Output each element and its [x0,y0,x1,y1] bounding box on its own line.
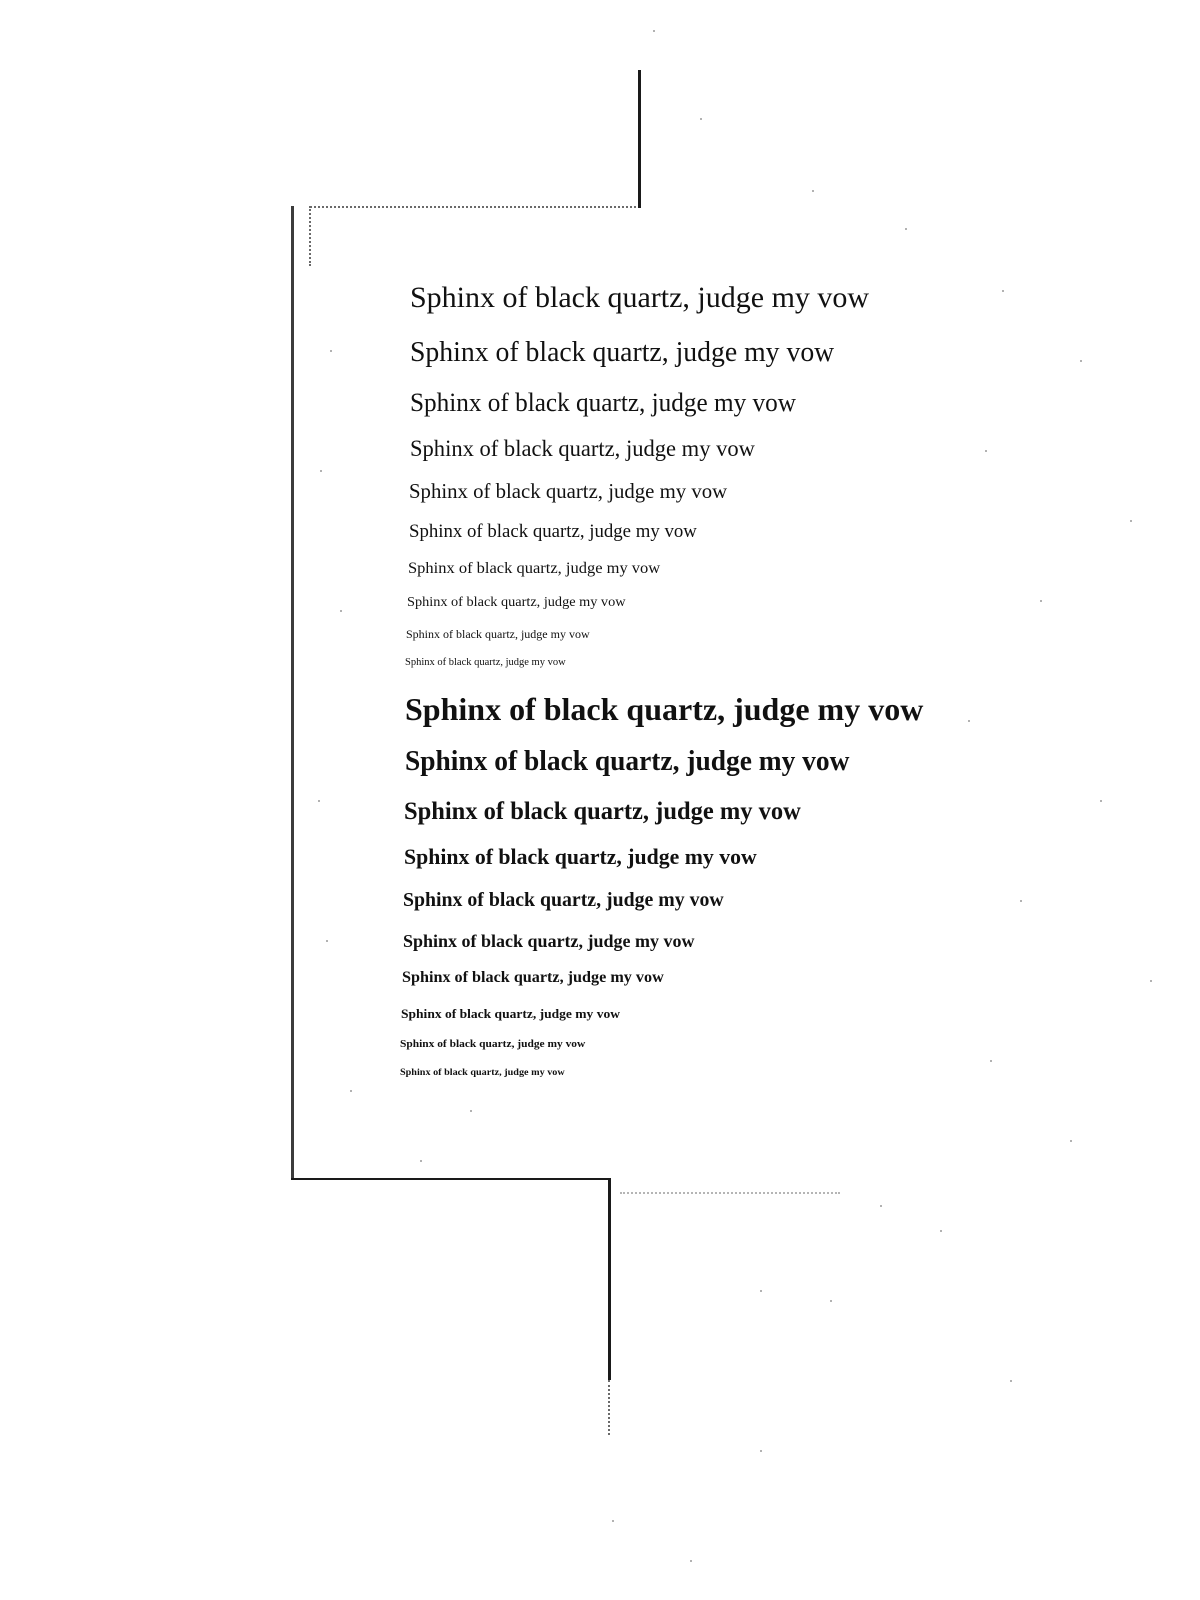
page-border-top-notch [638,70,641,208]
scan-speck [320,470,322,472]
scan-speck [760,1290,762,1292]
sample-line-bold: Sphinx of black quartz, judge my vow [403,931,695,951]
scan-speck [326,940,328,942]
scan-speck [690,1560,692,1562]
scan-speck [612,1520,614,1522]
sample-line-bold: Sphinx of black quartz, judge my vow [405,746,850,777]
scan-speck [1002,290,1004,292]
scan-speck [990,1060,992,1062]
scan-speck [1080,360,1082,362]
scan-speck [968,720,970,722]
page-border-bottom [291,1178,611,1180]
sample-line-regular: Sphinx of black quartz, judge my vow [405,657,566,668]
scan-speck [830,1300,832,1302]
scan-speck [1020,900,1022,902]
page-border-bottom-right [620,1192,840,1194]
scan-speck [905,228,907,230]
scan-speck [985,450,987,452]
sample-line-bold: Sphinx of black quartz, judge my vow [403,889,724,911]
scan-speck [1130,520,1132,522]
page-border-bottom-notch-tail [608,1380,610,1435]
sample-line-regular: Sphinx of black quartz, judge my vow [410,337,835,368]
scan-speck [653,30,655,32]
sample-line-regular: Sphinx of black quartz, judge my vow [409,521,697,542]
page-border-left [291,206,294,1180]
scan-speck [760,1450,762,1452]
scan-speck [940,1230,942,1232]
scan-speck [812,190,814,192]
page-border-top [310,206,640,208]
scan-speck [350,1090,352,1092]
scan-speck [330,350,332,352]
scan-speck [420,1160,422,1162]
sample-line-regular: Sphinx of black quartz, judge my vow [410,436,755,461]
sample-line-bold: Sphinx of black quartz, judge my vow [402,969,664,986]
sample-line-regular: Sphinx of black quartz, judge my vow [407,595,626,610]
scan-speck [1040,600,1042,602]
scan-speck [470,1110,472,1112]
page-border-bottom-notch [608,1180,611,1380]
sample-line-bold: Sphinx of black quartz, judge my vow [401,1006,620,1021]
scan-speck [880,1205,882,1207]
sample-line-bold: Sphinx of black quartz, judge my vow [400,1038,586,1050]
sample-line-regular: Sphinx of black quartz, judge my vow [410,388,796,417]
scan-speck [318,800,320,802]
sample-line-bold: Sphinx of black quartz, judge my vow [405,691,924,727]
sample-line-bold: Sphinx of black quartz, judge my vow [404,798,801,825]
scan-speck [340,610,342,612]
scan-speck [1010,1380,1012,1382]
sample-line-regular: Sphinx of black quartz, judge my vow [410,281,870,314]
scan-speck [1070,1140,1072,1142]
scan-speck [1150,980,1152,982]
scan-speck [700,118,702,120]
sample-line-regular: Sphinx of black quartz, judge my vow [406,627,590,641]
page-border-left-upper [309,206,311,266]
scan-speck [1100,800,1102,802]
sample-line-regular: Sphinx of black quartz, judge my vow [409,479,728,503]
sample-line-bold: Sphinx of black quartz, judge my vow [400,1067,565,1077]
sample-line-bold: Sphinx of black quartz, judge my vow [404,844,757,869]
sample-line-regular: Sphinx of black quartz, judge my vow [408,560,661,577]
